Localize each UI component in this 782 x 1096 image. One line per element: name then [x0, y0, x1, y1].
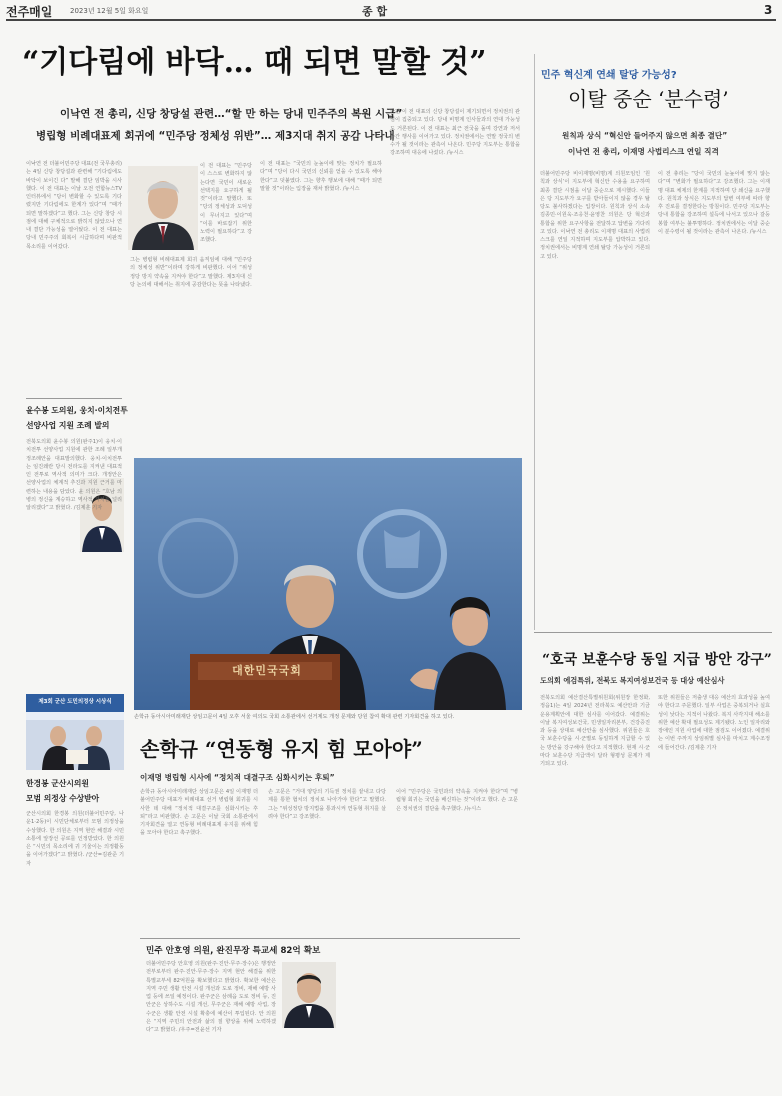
series-kicker: 민주 혁신계 연쇄 탈당 가능성?: [541, 70, 677, 81]
ahn-body-left: 더불어민주당 안호영 의원(완주·진안·무주·장수)은 행정안전부로부터 완주·진안·무주·장수 지역 현안 해결을 위한 특별교부세 82억원을 확보했다고 밝혔다. 확보한 예산은 지역 주민 생활 안전 시설 개선과 도로 정비, 재해 예방 사업 등에 쓰일 예정이다. 완주군은 삼례읍 도로 정비 등, 진안군은 상하수도 시설 개선, 무주군은 재해 예방 사업, 장수군은 생활 안전 시설 확충에 예산이 투입된다. 안 의원은 “지역 주민의 안전과 삶의 질 향상을 위해 노력하겠다”고 밝혔다. /우주=전윤선 기자: [146, 961, 276, 1033]
han-award-banner: 제3회 군산 도민의정상 시상식: [38, 699, 112, 705]
han-award-photo: [26, 694, 124, 770]
main-body-col5: 한편 이 전 대표의 신당 창당설이 제기되면서 정치권의 관심이 집중되고 있다. 당내 비명계 인사들과의 연대 가능성도 거론된다. 이 전 대표는 최근 전국을 돌며 강연과 저서 출간 행사를 이어가고 있다. 정치권에서는 연말 정국의 변수가 될 것이라는 관측이 나온다. 민주당 지도부는 통합을 강조하며 대응에 나섰다. /뉴시스: [390, 109, 520, 157]
main-body-col2: 이 전 대표는 “민주당이 스스로 변화하지 않는다면 국민이 새로운 선택지를 요구하게 될 것”이라고 말했다. 또 “당의 정체성과 도덕성이 무너지고 있다”며 “이를 바로잡기 위한 노력이 필요하다”고 강조했다.: [200, 163, 252, 244]
main-body-col1: 이낙연 전 더불어민주당 대표(전 국무총리)는 4일 신당 창당설과 관련해 “기다림에도 바닥이 보이긴 다” 말해 결단 임박을 시사했다. 이 전 대표는 이날 오전 연합뉴스TV 인터뷰에서 “당이 변화할 수 있도록 기다렸지만 기다림에도 한계가 있다”며 “때가 되면 말하겠다”고 했다. 그는 신당 창당 시점에 대해 구체적으로 밝히지 않았으나 연내 결단 가능성을 열어뒀다. 이 전 대표는 당내 민주주의 회복이 시급하다며 비판적 목소리를 이어갔다.: [26, 161, 122, 250]
series-title: 이탈 중순 ‘분수령’: [568, 87, 729, 111]
son-headline: 손학규 “연동형 유지 힘 모아야”: [140, 737, 423, 761]
left-brief-body: 전북도의회 윤수봉 의원(완주1)이 웅치·이치전투 선양사업 지원에 관한 조례 일부개정조례안을 대표발의했다. 웅치·이치전투는 임진왜란 당시 전라도를 지켜낸 대표적인 전투로 역사적 의미가 크다. 개정안은 선양사업의 체계적 추진과 지원 근거를 마련하는 내용을 담았다. 윤 의원은 “호남 의병의 정신을 계승하고 역사적 가치를 널리 알리겠다”고 밝혔다. /김제훈 기자: [26, 439, 122, 511]
right-bottom-body-col1: 전북도의회 예산결산특별위원회(위원장 한정화, 정읍1)는 4일 2024년 전라북도 예산안과 기금 운용계획안에 대한 심사를 이어갔다. 예결위는 이날 복지여성보건국, 민생일자리본부, 건강증진과 등을 상대로 예산안을 심사했다. 위원들은 호국 보훈수당을 시·군별로 동일하게 지급할 수 있는 방안을 강구해야 한다고 지적했다. 현재 시·군마다 보훈수당 지급액이 달라 형평성 문제가 제기되고 있다.: [540, 695, 650, 767]
son-subhead: 이재명 병립형 시사에 “정치적 대결구조 심화시키는 후퇴”: [140, 773, 335, 782]
right-bottom-rule: [534, 632, 772, 633]
series-body-right: 이 전 총리는 “당이 국민의 눈높이에 맞지 않는다”며 “변화가 필요하다”고 강조했다. 그는 이재명 대표 체제의 한계를 지적하며 당 쇄신을 요구했다. 원칙과 상식은 지도부의 답변 여부에 따라 향후 진로를 결정한다는 방침이다. 민주당 지도부는 당내 통합을 강조하며 설득에 나서고 있으나 갈등 봉합 여부는 불투명하다. 정치권에서는 이달 중순이 분수령이 될 것이라는 관측이 나온다. /뉴시스: [658, 171, 770, 235]
ahn-hoyoung-photo: [282, 962, 336, 1028]
main-body-col4: 이 전 대표는 “국민의 눈높이에 맞는 정치가 필요하다”며 “당이 다시 국민의 신뢰를 얻을 수 있도록 해야 한다”고 덧붙였다. 그는 향후 행보에 대해 “때가 되면 말할 것”이라는 입장을 재차 밝혔다. /뉴시스: [260, 161, 382, 192]
main-headline: “기다림에 바닥… 때 되면 말할 것”: [22, 45, 487, 80]
newspaper-logo: 전주매일: [6, 5, 53, 19]
page-number: 3: [764, 3, 773, 17]
right-bottom-subhead: 도의회 에검특위, 전북도 복지여성보건국 등 대상 예산심사: [540, 676, 725, 685]
series-body-left: 더불어민주당 비이재명(비명)계 의원모임인 ‘원칙과 상식’이 지도부에 혁신안 수용을 요구하며 최종 결단 시점을 이달 중순으로 제시했다. 이들은 당 지도부가 요구를 받아들이지 않을 경우 탈당도 불사하겠다는 입장이다. 원칙과 상식 소속 김종민·이원욱·조응천·윤영찬 의원은 당 혁신과 통합을 위한 요구사항을 전달하고 답변을 기다리고 있다. 이낙연 전 총리도 이재명 대표의 사법리스크를 연일 지적하며 지도부를 압박하고 있다. 정치권에서는 비명계 연쇄 탈당 가능성이 거론되고 있다.: [540, 171, 650, 260]
series-subhead-1: 원칙과 상식 “혁신안 들어주지 않으면 최종 결단”: [562, 131, 728, 140]
main-body-col3: 그는 병립형 비례대표제 회귀 움직임에 대해 “민주당의 정체성 위반”이라며 강하게 비판했다. 이어 “위성정당 방지 약속을 지켜야 한다”고 말했다. 제3지대 신당 논의에 대해서는 취지에 공감한다는 뜻을 나타냈다.: [130, 257, 252, 288]
issue-date: 2023년 12월 5일 화요일: [70, 7, 149, 15]
son-body-col2: 손 고문은 “거대 양당의 기득권 정치를 끝내고 다당제를 통한 협치의 정치로 나아가야 한다”고 말했다. 그는 “위성정당 방지법을 통과시켜 연동형 취지를 살려야 한다”고 강조했다.: [268, 789, 386, 820]
ahn-box-rule: [140, 938, 520, 939]
han-subtitle: 모범 의정상 수상받아: [26, 794, 100, 803]
photo-caption: 손학규 동아시아미래재단 상임고문이 4일 오후 서울 여의도 국회 소통관에서 선거제도 개정 문제와 당원 참여 확대 관련 기자회견을 하고 있다.: [134, 714, 455, 720]
series-subhead-2: 이낙연 전 총리, 이재명 사법리스크 연일 직격: [568, 147, 719, 156]
main-subhead-2: 병립형 비례대표제 회귀에 “민주당 정체성 위반”… 제3지대 취지 공감 나타내: [36, 130, 395, 142]
han-title: 한경봉 군산시의원: [26, 779, 89, 788]
main-subhead-1: 이낙연 전 총리, 신당 창당설 관련…“할 만 하는 당내 민주주의 복원 시급”: [60, 108, 403, 120]
right-bottom-body-col2: 또한 위원들은 저출생 대응 예산의 효과성을 높여야 한다고 주문했다. 일부 사업은 중복되거나 실효성이 낮다는 지적이 나왔다. 복지 사각지대 해소를 위한 예산 확대 필요성도 제기됐다. 노인 일자리와 장애인 지원 사업에 대한 점검도 이어졌다. 예결위는 이번 주까지 상임위별 심사를 마치고 계수조정에 들어간다. /김제훈 기자: [658, 695, 770, 751]
son-hakkyu-press-photo: [134, 458, 522, 710]
son-body-col3: 이어 “민주당은 국민과의 약속을 지켜야 한다”며 “병립형 회귀는 국민을 배신하는 것”이라고 했다. 손 고문은 정치권의 결단을 촉구했다. /뉴시스: [396, 789, 518, 812]
left-brief-rule: [26, 398, 122, 399]
header-rule: [6, 19, 776, 21]
han-body: 군산시의회 한경봉 의원(더불어민주당, 나운1·2동)이 시민단체로부터 모범 의정상을 수상했다. 한 의원은 지역 현안 해결과 시민 소통에 앞장선 공로를 인정받았다. 한 의원은 “시민의 목소리에 귀 기울이는 의정활동을 이어가겠다”고 밝혔다. /군산=김관준 기자: [26, 811, 124, 867]
podium-sign: 대한민국국회: [232, 664, 302, 677]
right-bottom-headline: “호국 보훈수당 동일 지급 방안 강구”: [542, 652, 772, 668]
left-brief-title: 윤수봉 도의원, 웅치·이치전투: [26, 406, 128, 415]
section-title: 종 합: [362, 5, 388, 18]
ahn-title: 민주 안호영 의원, 완진무장 특교세 82억 확보: [146, 946, 321, 956]
son-body-col1: 손학규 동아시아미래재단 상임고문은 4일 이재명 더불어민주당 대표가 비례대표 선거 병립형 회귀를 시사한 데 대해 “정치적 대결구조를 심화시키는 후퇴”라고 비판했다. 손 고문은 이날 국회 소통관에서 기자회견을 열고 연동형 비례대표제 유지를 위해 힘을 모아야 한다고 촉구했다.: [140, 789, 258, 837]
lee-nakyon-photo: [128, 166, 198, 250]
left-brief-subtitle: 선양사업 지원 조례 발의: [26, 421, 110, 430]
